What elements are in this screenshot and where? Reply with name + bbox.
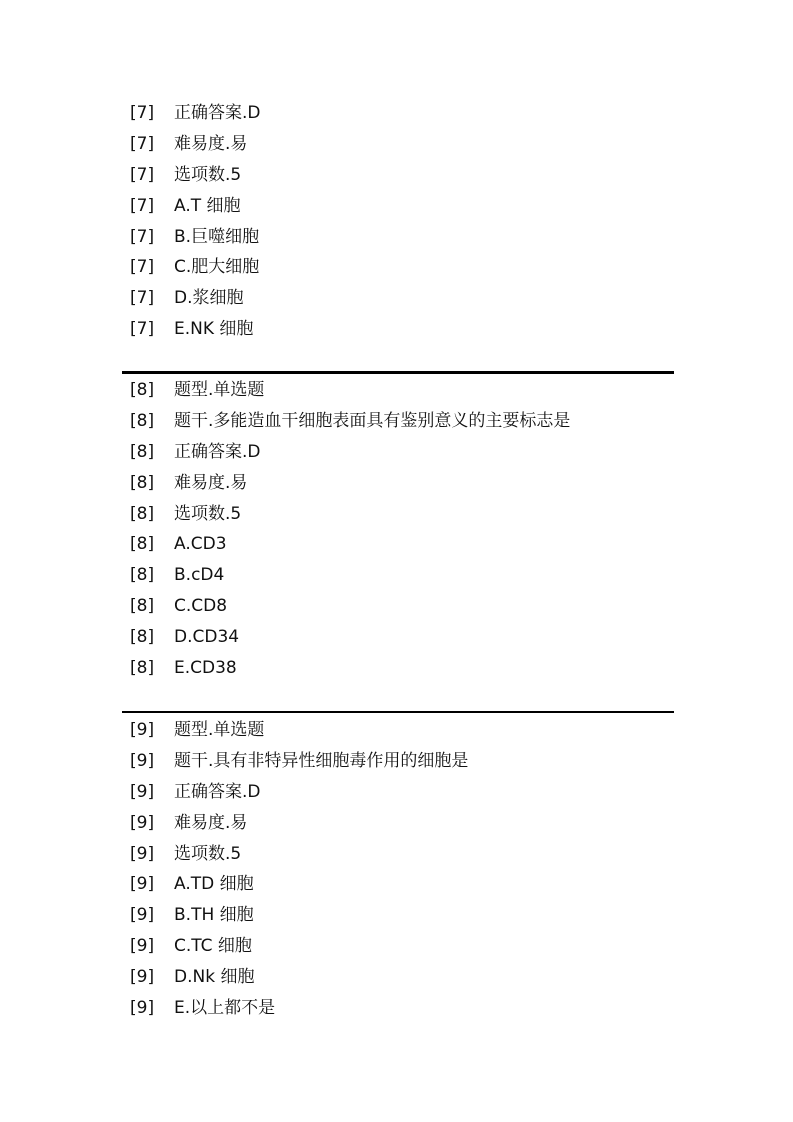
question-number: [9] — [130, 905, 155, 926]
correct-answer: 正确答案.D — [174, 781, 261, 802]
question-number: [8] — [130, 472, 155, 493]
question-number: [7] — [130, 195, 155, 216]
option-e: E.NK 细胞 — [174, 318, 254, 339]
question-number: [8] — [130, 626, 155, 647]
question-line — [130, 961, 674, 992]
question-number: [7] — [130, 164, 155, 185]
option-a: A.TD 细胞 — [174, 874, 254, 895]
question-line — [130, 838, 674, 869]
question-line — [130, 221, 674, 252]
question-line — [130, 715, 674, 746]
difficulty: 难易度.易 — [174, 472, 248, 493]
question-line — [130, 283, 674, 314]
question-number: [7] — [130, 226, 155, 247]
question-line — [130, 931, 674, 962]
question-line — [130, 252, 674, 283]
question-number: [7] — [130, 257, 155, 278]
question-8-block — [130, 375, 674, 683]
question-number: [8] — [130, 380, 155, 401]
question-number: [9] — [130, 843, 155, 864]
question-number: [7] — [130, 318, 155, 339]
section-divider — [122, 371, 674, 374]
question-number: [8] — [130, 534, 155, 555]
question-number: [9] — [130, 720, 155, 741]
option-count: 选项数.5 — [174, 164, 242, 185]
question-stem: 题干.具有非特异性细胞毒作用的细胞是 — [174, 751, 469, 772]
option-c: C.肥大细胞 — [174, 257, 260, 278]
option-e: E.CD38 — [174, 657, 237, 678]
question-line — [130, 992, 674, 1023]
question-number: [8] — [130, 411, 155, 432]
question-number: [9] — [130, 997, 155, 1018]
question-number: [8] — [130, 503, 155, 524]
option-e: E.以上都不是 — [174, 997, 276, 1018]
question-line — [130, 777, 674, 808]
question-number: [8] — [130, 565, 155, 586]
section-divider — [122, 711, 674, 713]
correct-answer: 正确答案.D — [174, 103, 261, 124]
question-number: [8] — [130, 657, 155, 678]
question-line — [130, 869, 674, 900]
option-count: 选项数.5 — [174, 503, 242, 524]
correct-answer: 正确答案.D — [174, 441, 261, 462]
question-number: [7] — [130, 288, 155, 309]
question-line — [130, 375, 674, 406]
question-line — [130, 129, 674, 160]
question-7-block — [130, 98, 674, 344]
option-a: A.CD3 — [174, 534, 227, 555]
question-line — [130, 437, 674, 468]
question-line — [130, 807, 674, 838]
question-line — [130, 160, 674, 191]
question-number: [9] — [130, 874, 155, 895]
question-number: [9] — [130, 751, 155, 772]
question-line — [130, 746, 674, 777]
question-type: 题型.单选题 — [174, 720, 265, 741]
option-c: C.TC 细胞 — [174, 935, 252, 956]
question-stem: 题干.多能造血干细胞表面具有鉴别意义的主要标志是 — [174, 411, 571, 432]
option-count: 选项数.5 — [174, 843, 242, 864]
question-number: [9] — [130, 966, 155, 987]
question-line — [130, 190, 674, 221]
question-line — [130, 591, 674, 622]
question-line — [130, 98, 674, 129]
question-line — [130, 314, 674, 345]
question-line — [130, 529, 674, 560]
option-b: B.cD4 — [174, 565, 225, 586]
question-line — [130, 560, 674, 591]
question-number: [7] — [130, 103, 155, 124]
option-d: D.CD34 — [174, 626, 240, 647]
question-line — [130, 652, 674, 683]
option-c: C.CD8 — [174, 595, 228, 616]
question-line — [130, 406, 674, 437]
option-a: A.T 细胞 — [174, 195, 241, 216]
option-d: D.Nk 细胞 — [174, 966, 255, 987]
question-line — [130, 900, 674, 931]
question-number: [7] — [130, 134, 155, 155]
difficulty: 难易度.易 — [174, 812, 248, 833]
question-9-block — [130, 715, 674, 1023]
question-type: 题型.单选题 — [174, 380, 265, 401]
question-number: [8] — [130, 595, 155, 616]
option-b: B.巨噬细胞 — [174, 226, 260, 247]
question-line — [130, 498, 674, 529]
option-b: B.TH 细胞 — [174, 905, 254, 926]
question-line — [130, 467, 674, 498]
question-number: [9] — [130, 812, 155, 833]
option-d: D.浆细胞 — [174, 288, 244, 309]
question-number: [9] — [130, 781, 155, 802]
difficulty: 难易度.易 — [174, 134, 248, 155]
question-number: [9] — [130, 935, 155, 956]
question-number: [8] — [130, 441, 155, 462]
question-line — [130, 621, 674, 652]
